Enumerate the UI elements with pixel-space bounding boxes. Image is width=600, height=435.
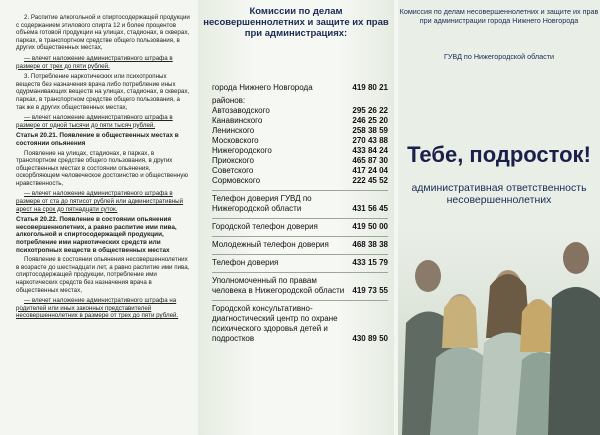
hotline-row bbox=[212, 222, 388, 232]
commissions-title: Комиссии по делам несовершеннолетних и защите их прав при администрациях: bbox=[203, 6, 389, 39]
district-number: 222 45 52 bbox=[352, 176, 388, 185]
hotline-row bbox=[212, 304, 388, 344]
article-heading: Статья 20.21. Появление в общественных местах в состоянии опьянения bbox=[16, 132, 179, 147]
district-row bbox=[212, 176, 388, 186]
law-paragraph: — влечет наложение административного штрафа в размере от трех до пяти рублей. bbox=[16, 54, 173, 70]
district-row bbox=[212, 146, 388, 156]
district-label: Приокского bbox=[212, 156, 254, 165]
district-row bbox=[212, 156, 388, 166]
districts-header: районов: bbox=[212, 96, 246, 105]
district-number: 417 24 04 bbox=[352, 166, 388, 175]
district-label: Ленинского bbox=[212, 126, 255, 135]
divider bbox=[212, 254, 388, 255]
law-paragraph: — влечет наложение административного штрафа в размере от одной тысячи до пяти тысяч рублей. bbox=[16, 114, 173, 129]
district-label: Сормовского bbox=[212, 176, 261, 185]
district-row bbox=[212, 116, 388, 126]
hotline-number: 419 50 00 bbox=[352, 222, 388, 231]
divider bbox=[212, 300, 388, 301]
district-number: 270 43 88 bbox=[352, 136, 388, 145]
city-number: 419 80 21 bbox=[352, 83, 388, 92]
law-paragraph: Появление на улицах, стадионах, в парках, в транспортном средстве общего пользования, в других общественных местах в состоянии опьянения, оскорбляющем человеческое достоинство и общественную нравственность, bbox=[16, 149, 188, 187]
teenagers-group-photo-icon bbox=[398, 228, 600, 435]
hotline-label: Уполномоченный по правам человека в Нижегородской области bbox=[212, 276, 345, 295]
district-row bbox=[212, 136, 388, 146]
district-label: Советского bbox=[212, 166, 254, 175]
divider bbox=[212, 218, 388, 219]
law-paragraph: 3. Потребление наркотических или психотропных веществ без назначения врача либо потребление иных одурманивающих веществ на улицах, стадионах, в скверах, парках, в транспортном средстве общего пользования, а так же в других общественных местах, bbox=[16, 73, 190, 111]
city-label: города Нижнего Новгорода bbox=[212, 83, 313, 92]
law-paragraph: 2. Распитие алкогольной и спиртосодержащей продукции с содержанием этилового спирта 12 и более процентов объема готовой продукции на улицах, стадионах, в скверах, парках, в транспортном средстве общего пользования, в других общественных местах, bbox=[16, 14, 190, 52]
law-paragraph: — влечет наложение административного штрафа на родителей или иных законных представителей несовершеннолетних в размере от трех до пяти рублей. bbox=[16, 297, 179, 320]
district-number: 258 38 59 bbox=[352, 126, 388, 135]
districts-list bbox=[212, 106, 388, 186]
hotline-label: Телефон доверия bbox=[212, 258, 279, 267]
hotline-number: 431 56 45 bbox=[352, 204, 388, 213]
cover-panel bbox=[398, 0, 600, 435]
hotline-number: 468 38 38 bbox=[352, 240, 388, 249]
district-label: Автозаводского bbox=[212, 106, 270, 115]
hotline-number: 419 73 55 bbox=[352, 286, 388, 295]
hotline-label: Городской телефон доверия bbox=[212, 222, 318, 231]
district-label: Нижегородского bbox=[212, 146, 272, 155]
hotlines-list bbox=[212, 190, 388, 344]
divider bbox=[212, 272, 388, 273]
hotline-row bbox=[212, 194, 388, 214]
divider bbox=[212, 190, 388, 191]
district-row bbox=[212, 106, 388, 116]
law-paragraph: Появление в состоянии опьянения несовершеннолетних в возрасте до шестнадцати лет, а равно распитие ими пива, спиртосодержащей продукции, потребление ими наркотических средств без назначения врача в общественных местах, bbox=[16, 256, 190, 294]
police-dept: ГУВД по Нижегородской области bbox=[443, 52, 555, 61]
district-number: 246 25 20 bbox=[352, 116, 388, 125]
district-number: 433 84 24 bbox=[352, 146, 388, 155]
hotline-row bbox=[212, 240, 388, 250]
hotline-row bbox=[212, 276, 388, 296]
hotline-label: Молодежный телефон доверия bbox=[212, 240, 329, 249]
law-text-panel bbox=[4, 4, 194, 432]
district-number: 465 87 30 bbox=[352, 156, 388, 165]
district-row bbox=[212, 166, 388, 176]
city-row bbox=[212, 83, 388, 93]
article-heading: Статья 20.22. Появление в состоянии опьянения несовершеннолетних, а равно распитие ими пива, алкогольной и спиртосодержащей продукции, потребление ими наркотических средств или психотропных веществ в общественных местах bbox=[16, 216, 177, 254]
contacts-panel bbox=[198, 0, 394, 435]
district-number: 295 26 22 bbox=[352, 106, 388, 115]
hotline-row bbox=[212, 258, 388, 268]
divider bbox=[212, 236, 388, 237]
hotline-number: 430 89 50 bbox=[352, 334, 388, 343]
hotline-label: Телефон доверия ГУВД по Нижегородской области bbox=[212, 194, 312, 213]
commission-header: Комиссия по делам несовершеннолетних и защите их прав при администрации города Нижнего Новгорода bbox=[399, 7, 599, 25]
subtitle: административная ответственность несовершеннолетних bbox=[411, 182, 587, 206]
hotline-number: 433 15 79 bbox=[352, 258, 388, 267]
district-label: Московского bbox=[212, 136, 259, 145]
main-title: Тебе, подросток! bbox=[407, 142, 591, 167]
law-paragraph: — влечет наложение административного штрафа в размере от ста до пятисот рублей или административный арест на срок до пятнадцати суток. bbox=[16, 190, 184, 213]
district-label: Канавинского bbox=[212, 116, 263, 125]
district-row bbox=[212, 126, 388, 136]
hotline-label: Городской консультативно-диагностический центр по охране психического здоровья детей и подростков bbox=[212, 304, 338, 343]
contacts-list bbox=[212, 83, 388, 344]
